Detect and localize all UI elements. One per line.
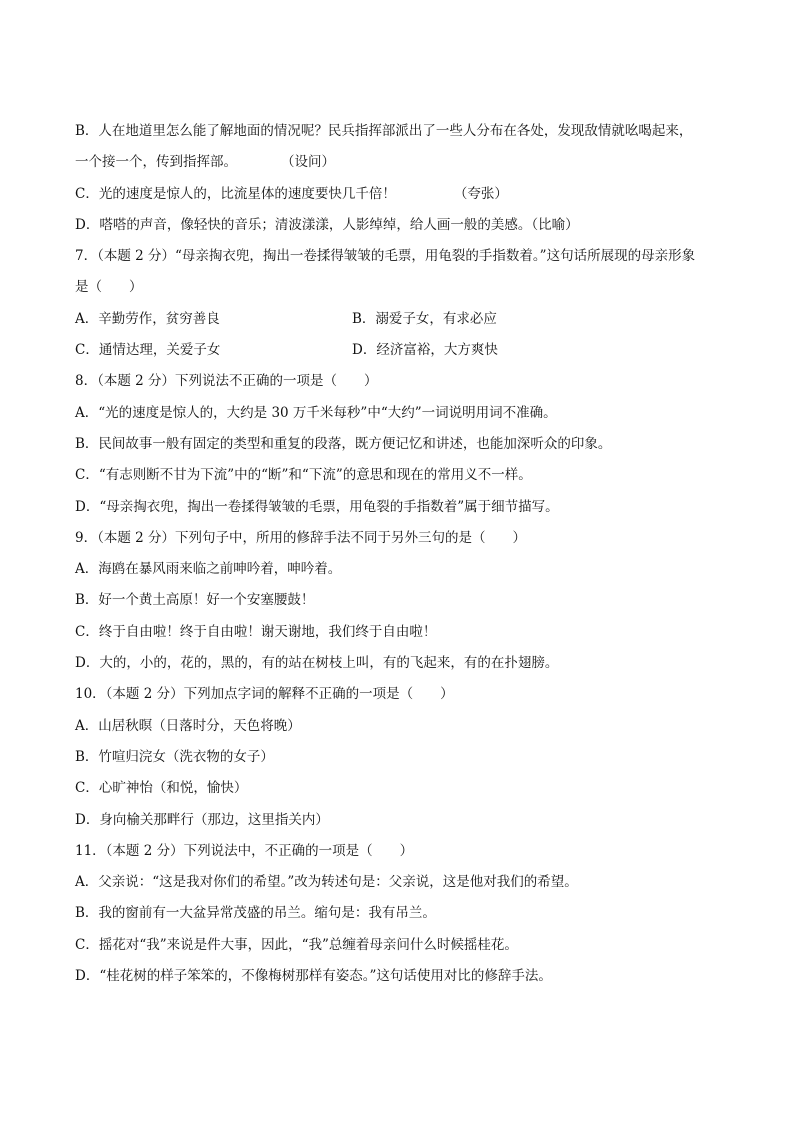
q9-stem-text: 9．（本题 2 分）下列句子中，所用的修辞手法不同于另外三句的是（ ）: [75, 529, 527, 546]
q9-option-b-text: B．好一个黄土高原！好一个安塞腰鼓！: [75, 592, 315, 609]
q10-option-b: [75, 742, 725, 773]
q6-option-c-text: C．光的速度是惊人的，比流星体的速度要快几千倍！: [75, 185, 396, 202]
q9-stem: [75, 523, 725, 554]
q7-stem-continued: [75, 272, 725, 303]
q9-option-c: [75, 617, 725, 648]
q8-option-d: [75, 492, 725, 523]
q8-option-c: [75, 460, 725, 491]
q9-option-a-text: A．海鸥在暴风雨来临之前呻吟着，呻吟着。: [75, 561, 342, 578]
q7-option-a: A．辛勤劳作，贫穷善良: [75, 310, 220, 327]
q6-option-c-tag: （夸张）: [453, 185, 508, 202]
q9-option-c-text: C．终于自由啦！终于自由啦！谢天谢地，我们终于自由啦！: [75, 623, 437, 640]
q8-option-a: [75, 398, 725, 429]
q10-stem: [75, 679, 725, 710]
q10-option-d-text: D．身向榆关那畔行（那边，这里指关内）: [75, 811, 329, 828]
q7-stem-line2: 是（ ）: [75, 279, 143, 296]
q6-option-b-text: B．人在地道里怎么能了解地面的情况呢？民兵指挥部派出了一些人分布在各处，发现敌情就吆喝起来，: [75, 123, 693, 139]
q8-option-c-text: C．“有志则断不甘为下流”中的“断”和“下流”的意思和现在的常用义不一样。: [75, 467, 532, 484]
q9-option-a: [75, 554, 725, 585]
q7-stem-line1: 7．（本题 2 分）“母亲掏衣兜，掏出一卷揉得皱皱的毛票，用龟裂的手指数着。”这句话所展现的母亲形象: [75, 248, 696, 265]
q11-option-b-text: B．我的窗前有一大盆异常茂盛的吊兰。缩句是：我有吊兰。: [75, 905, 436, 922]
q10-option-c: [75, 773, 725, 804]
q7-option-b: B．溺爱子女，有求必应: [352, 310, 497, 327]
q10-option-d: [75, 805, 725, 836]
q7-options-row-1: [75, 304, 725, 335]
q10-option-a: [75, 711, 725, 742]
q7-options-row-2: [75, 335, 725, 366]
q6-option-b-tag: （设问）: [281, 154, 335, 171]
q9-option-d: [75, 648, 725, 679]
q7-option-d: D．经济富裕，大方爽快: [352, 342, 498, 359]
q10-stem-text: 10．（本题 2 分）下列加点字词的解释不正确的一项是（ ）: [75, 686, 454, 703]
q7-stem: [75, 241, 725, 272]
q11-stem-text: 11．（本题 2 分）下列说法中，不正确的一项是（ ）: [75, 842, 414, 859]
q8-option-a-text: A．“光的速度是惊人的，大约是 30 万千米每秒”中“大约”一词说明用词不准确。: [75, 404, 557, 421]
q10-option-c-text: C．心旷神怡（和悦，愉快）: [75, 780, 248, 797]
q8-stem-text: 8．（本题 2 分）下列说法不正确的一项是（ ）: [75, 373, 378, 390]
q9-option-b: [75, 585, 725, 616]
q6-option-d-text: D．嗒嗒的声音，像轻快的音乐；清波漾漾，人影绰绰，给人画一般的美感。（比喻）: [75, 216, 579, 233]
q6-option-b-continued: [75, 147, 725, 178]
q6-option-d: [75, 210, 725, 241]
q10-option-b-text: B．竹喧归浣女（洗衣物的女子）: [75, 748, 274, 765]
q8-option-d-text: D．“母亲掏衣兜，掏出一卷揉得皱皱的毛票，用龟裂的手指数着”属于细节描写。: [75, 498, 559, 515]
q8-option-b: [75, 429, 725, 460]
q11-option-d: [75, 961, 725, 992]
q6-option-c: [75, 179, 725, 210]
q10-option-a-text: A．山居秋暝（日落时分，天色将晚）: [75, 717, 301, 734]
exam-page: [75, 116, 725, 992]
q11-option-c-text: C．摇花对“我”来说是件大事，因此，“我”总缠着母亲问什么时候摇桂花。: [75, 936, 518, 953]
q11-option-b: [75, 898, 725, 929]
q9-option-d-text: D．大的，小的，花的，黑的，有的站在树枝上叫，有的飞起来，有的在扑翅膀。: [75, 655, 559, 672]
q8-option-b-text: B．民间故事一般有固定的类型和重复的段落，既方便记忆和讲述，也能加深听众的印象。: [75, 435, 612, 452]
q11-stem: [75, 836, 725, 867]
q6-option-b-cont: 一个接一个，传到指挥部。: [75, 154, 237, 171]
q11-option-c: [75, 930, 725, 961]
q8-stem: [75, 366, 725, 397]
q7-option-c: C．通情达理，关爱子女: [75, 342, 221, 359]
q11-option-a: [75, 867, 725, 898]
q6-option-b: [75, 116, 725, 147]
q11-option-a-text: A．父亲说：“这是我对你们的希望。”改为转述句是：父亲说，这是他对我们的希望。: [75, 874, 578, 891]
q11-option-d-text: D．“桂花树的样子笨笨的，不像梅树那样有姿态。”这句话使用对比的修辞手法。: [75, 968, 552, 985]
